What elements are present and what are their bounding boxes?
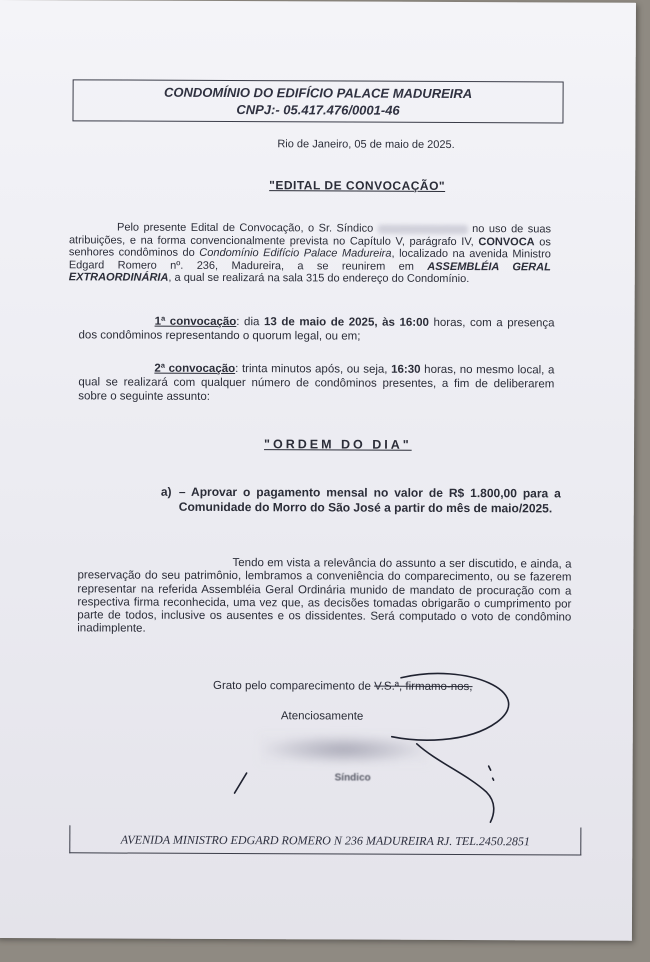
intro-paragraph: Pelo presente Edital de Convocação, o Sr. Síndico no uso de suas atribuições, e na forma convencionalmente prevista no Capítulo V, parágrafo IV, CONVOCA os senhores condôminos do Condomínio Edifício Palace Madureira, localizado na avenida Ministro Edgard Romero nº. 236, Madureira, a se reunirem em ASSEMBLÉIA GERAL EXTRAORDINÁRIA, a qual se realizará na sala 315 do endereço do Condomínio.	[68, 221, 552, 286]
agenda-title: "ORDEM DO DIA"	[264, 437, 412, 452]
document-title: "EDITAL DE CONVOCAÇÃO"	[269, 178, 446, 193]
closing-paragraph: Tendo em vista a relevância do assunto a ser discutido, e ainda, a preservação do seu patrimônio, lembramos a conveniência do comparecimento, ou se fazerem representar na referida Assembléia Geral Ordinária munido de mandato de procuração com a respectiva firma reconhecida, uma vez que, as decisões tomadas obrigarão o cumprimento por parte de todos, inclusive os ausentes e os dissidentes. Será computado o voto de condômino inadimplente.	[77, 557, 572, 636]
condominium-name: CONDOMÍNIO DO EDIFÍCIO PALACE MADUREIRA	[163, 84, 473, 102]
agenda-item	[161, 485, 561, 516]
redacted-signature	[259, 734, 429, 765]
agenda-item-label: a)	[160, 484, 172, 499]
footer-address: AVENIDA MINISTRO EDGARD ROMERO N 236 MADUREIRA RJ. TEL.2450.2851	[69, 825, 581, 855]
letterhead-box	[72, 79, 563, 123]
first-call-paragraph: 1ª convocação: dia 13 de maio de 2025, às 16:00 horas, com a presença dos condôminos representando o quorum legal, ou em;	[78, 315, 555, 343]
second-call-paragraph: 2ª convocação: trinta minutos após, ou seja, 16:30 horas, no mesmo local, a qual se realizará com qualquer número de condôminos presentes, a fim de deliberarem sobre o seguinte assunto:	[78, 362, 555, 403]
agenda-item-text: – Aprovar o pagamento mensal no valor de R$ 1.800,00 para a Comunidade do Morro do São José a partir do mês de maio/2025.	[178, 484, 561, 515]
regards-line: Atenciosamente	[280, 710, 364, 723]
signer-title: Síndico	[334, 772, 371, 784]
redacted-name	[378, 224, 468, 233]
document-date: Rio de Janeiro, 05 de maio de 2025.	[277, 138, 455, 151]
thanks-line: Grato pelo comparecimento de V.S.ª, firmamo-nos,	[212, 679, 473, 694]
cnpj: CNPJ:- 05.417.476/0001-46	[236, 102, 400, 118]
